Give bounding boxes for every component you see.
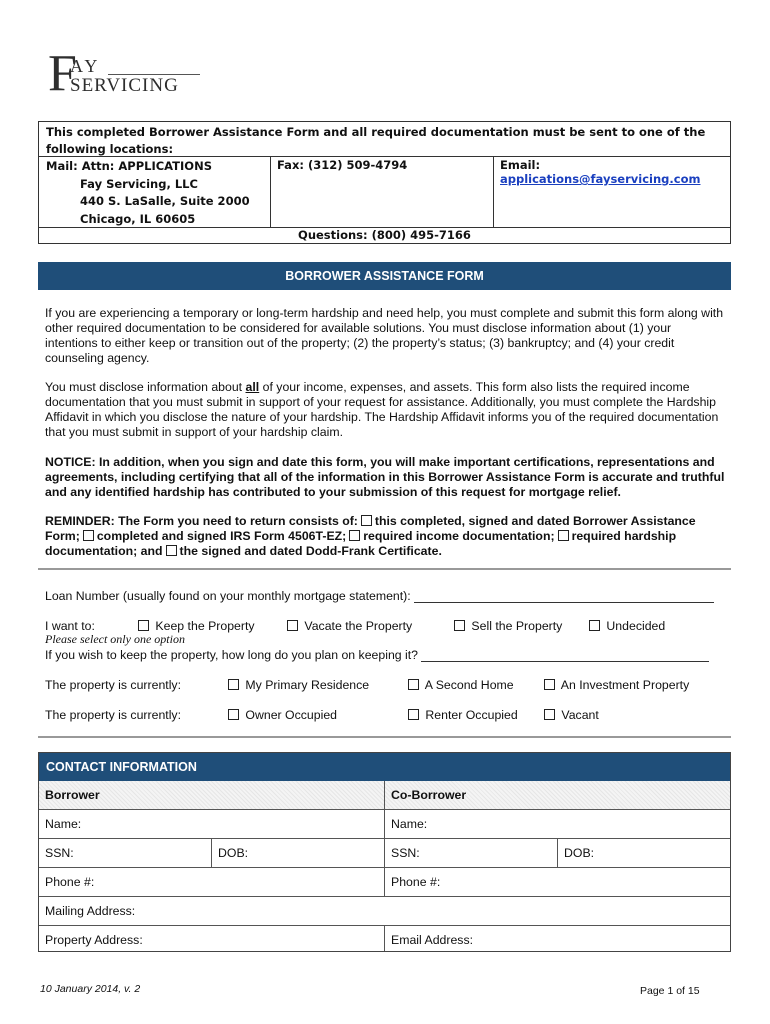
divider [493, 157, 494, 227]
logo-line2: SERVICING [70, 75, 179, 96]
coborrower-dob-field[interactable]: DOB: [558, 839, 730, 868]
contact-information-title: CONTACT INFORMATION [39, 753, 730, 781]
disclosure-paragraph [45, 380, 725, 440]
option-label: An Investment Property [560, 678, 690, 692]
reminder-text: REMINDER: The Form you need to return consists of: [45, 514, 358, 528]
intent-vacate[interactable] [284, 619, 412, 633]
reminder-item: required hardship documentation; and [45, 529, 677, 558]
borrower-name-field[interactable]: Name: [39, 810, 385, 839]
option-label: Keep the Property [155, 619, 255, 633]
option-label: Vacant [561, 708, 599, 722]
fay-servicing-logo [48, 45, 208, 102]
checkbox[interactable] [558, 530, 569, 541]
form-title: BORROWER ASSISTANCE FORM [38, 262, 731, 290]
coborrower-name-field[interactable]: Name: [385, 810, 730, 839]
keep-duration-field[interactable] [421, 649, 709, 662]
contact-information-table [38, 752, 731, 952]
logo-line1: AY [70, 56, 101, 76]
option-owner-occupied[interactable] [225, 708, 337, 722]
intent-note: Please select only one option [45, 632, 185, 646]
questions-phone: Questions: (800) 495-7166 [298, 228, 471, 242]
reminder-paragraph [45, 514, 725, 559]
checkbox[interactable] [349, 530, 360, 541]
mail-line: 440 S. LaSalle, Suite 2000 [80, 194, 250, 208]
section-separator [38, 568, 731, 570]
checkbox[interactable] [408, 709, 419, 720]
loan-number-label: Loan Number (usually found on your monthly mortgage statement): [45, 589, 411, 603]
checkbox[interactable] [589, 620, 600, 631]
checkbox[interactable] [228, 709, 239, 720]
checkbox[interactable] [287, 620, 298, 631]
keep-duration-label: If you wish to keep the property, how long do you plan on keeping it? [45, 648, 419, 662]
section-separator [38, 736, 731, 738]
disclosure-emphasis: all [245, 380, 260, 394]
checkbox[interactable] [83, 530, 94, 541]
coborrower-header: Co-Borrower [385, 781, 730, 810]
form-version: 10 January 2014, v. 2 [40, 983, 141, 995]
disclosure-text: of your income, expenses, and assets. This form also lists the required income documentation that you must submit in support of your request for assistance. Additionally, you must complete the Hardship Affidavit in which you disclose the nature of your hardship. The Hardship Affidavit informs you of the required documentation that you must submit in support of your hardship claim. [45, 380, 719, 439]
borrower-ssn-field[interactable]: SSN: [39, 839, 212, 868]
coborrower-ssn-field[interactable]: SSN: [385, 839, 558, 868]
borrower-dob-field[interactable]: DOB: [212, 839, 385, 868]
checkbox[interactable] [408, 679, 419, 690]
intro-paragraph: If you are experiencing a temporary or long-term hardship and need help, you must complete and submit this form along with other required documentation to be considered for available solutions. You must disclose information about (1) your intentions to either keep or transition out of the property; (2) the property’s status; (3) bankruptcy; and (4) your credit counseling agency. [45, 306, 724, 365]
checkbox[interactable] [228, 679, 239, 690]
option-label: Vacate the Property [304, 619, 413, 633]
property-address-field[interactable]: Property Address: [39, 926, 385, 951]
page-number: Page 1 of 15 [640, 985, 700, 997]
checkbox[interactable] [138, 620, 149, 631]
intent-undecided[interactable] [586, 619, 665, 633]
mail-line: Fay Servicing, LLC [80, 176, 198, 191]
checkbox[interactable] [454, 620, 465, 631]
mail-line: Chicago, IL 60605 [80, 211, 196, 226]
submission-intro: This completed Borrower Assistance Form and all required documentation must be sent to one of the following locations: [46, 125, 706, 156]
option-label: My Primary Residence [245, 678, 370, 692]
property-status-label: The property is currently: [45, 678, 181, 692]
option-vacant[interactable] [541, 708, 599, 722]
checkbox[interactable] [544, 709, 555, 720]
option-renter-occupied[interactable] [405, 708, 518, 722]
submission-info-box [38, 121, 731, 244]
coborrower-phone-field[interactable]: Phone #: [385, 868, 730, 897]
divider [270, 157, 271, 227]
disclosure-text: You must disclose information about [45, 380, 246, 394]
email-contact [500, 158, 730, 186]
checkbox[interactable] [361, 515, 372, 526]
checkbox[interactable] [166, 545, 177, 556]
checkbox[interactable] [544, 679, 555, 690]
option-second-home[interactable] [405, 678, 514, 692]
option-investment-property[interactable] [541, 678, 689, 692]
mail-address [46, 158, 250, 228]
borrower-header: Borrower [39, 781, 385, 810]
mail-label: Mail: Attn: APPLICATIONS [46, 159, 212, 173]
option-label: Undecided [606, 619, 666, 633]
reminder-item: required income documentation; [363, 529, 555, 543]
option-primary-residence[interactable] [225, 678, 369, 692]
loan-number-field[interactable] [414, 590, 714, 603]
email-link[interactable]: applications@fayservicing.com [500, 172, 701, 186]
fax-number: Fax: (312) 509-4794 [277, 158, 408, 172]
notice-paragraph: NOTICE: In addition, when you sign and date this form, you will make important certifications, representations and agreements, including certifying that all of the information in this Borrower Assistance Form is accurate and truthful and any identified hardship has contributed to your submission of this request for mortgage relief. [45, 455, 725, 499]
option-label: Owner Occupied [245, 708, 338, 722]
reminder-item: the signed and dated Dodd-Frank Certificate. [179, 544, 442, 558]
divider [39, 156, 730, 157]
intent-keep[interactable] [135, 619, 255, 633]
email-label: Email: [500, 158, 541, 172]
reminder-item: this completed, signed and dated Borrower Assistance Form; [45, 514, 696, 543]
mailing-address-field[interactable]: Mailing Address: [39, 897, 730, 926]
logo-letter: F [48, 45, 76, 102]
option-label: Sell the Property [471, 619, 563, 633]
keep-duration-row [45, 648, 709, 662]
loan-number-row [45, 589, 714, 603]
property-occupancy-label: The property is currently: [45, 708, 181, 722]
option-label: Renter Occupied [425, 708, 518, 722]
intent-label: I want to: [45, 619, 95, 633]
intent-sell[interactable] [451, 619, 562, 633]
option-label: A Second Home [424, 678, 514, 692]
email-address-field[interactable]: Email Address: [391, 933, 474, 947]
borrower-phone-field[interactable]: Phone #: [39, 868, 385, 897]
reminder-item: completed and signed IRS Form 4506T-EZ; [96, 529, 347, 543]
